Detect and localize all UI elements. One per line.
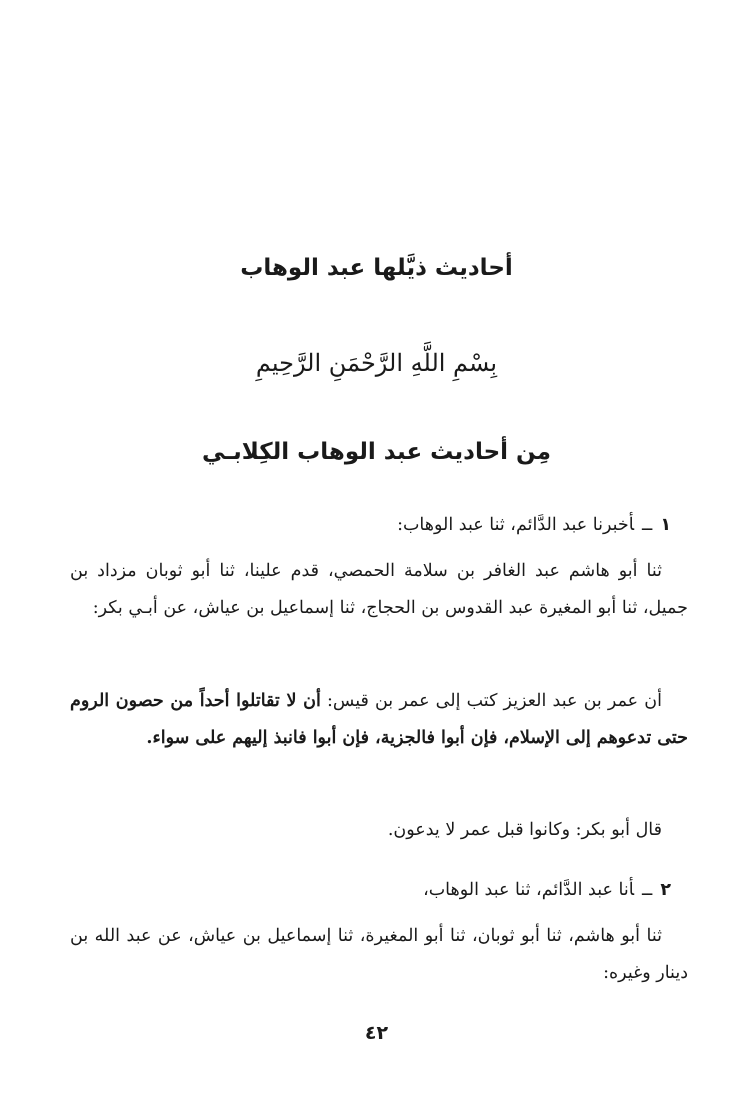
- hadith-1-chain: ثنا أبو هاشم عبد الغافر بن سلامة الحمصي، قدم علينا، ثنا أبو ثوبان مزداد بن جميل، ثنا أبو المغيرة عبد القدوس بن الحجاج، ثنا إسماعيل بن عياش، عن أبـي بكر:: [70, 561, 688, 618]
- hadith-1-heading: أخبرنا عبد الدَّائم، ثنا عبد الوهاب:: [397, 515, 635, 535]
- hadith-2-heading: أنا عبد الدَّائم، ثنا عبد الوهاب،: [423, 880, 635, 900]
- hadith-2-dash: ــ: [642, 880, 653, 900]
- hadith-1-text-quote: أن لا تقاتلوا أحداً من حصون الروم حتى تدعوهم إلى الإسلام، فإن أبوا فالجزية، فإن أبوا فانبذ إليهم على سواء.: [70, 691, 688, 748]
- page-number: ٤٢: [364, 1022, 389, 1044]
- hadith-1-comment: قال أبو بكر: وكانوا قبل عمر لا يدعون.: [387, 820, 662, 840]
- hadith-1-heading-line: [397, 507, 671, 544]
- hadith-2-heading-line: [423, 872, 671, 909]
- hadith-1-text-intro: أن عمر بن عبد العزيز كتب إلى عمر بن قيس:: [326, 691, 662, 711]
- basmala-calligraphy: بِسْمِ اللَّهِ الرَّحْمَنِ الرَّحِيمِ: [255, 349, 498, 377]
- hadith-2-number: ٢: [660, 880, 671, 900]
- hadith-1-dash: ــ: [642, 515, 653, 535]
- hadith-2-chain: ثنا أبو هاشم، ثنا أبو ثوبان، ثنا أبو المغيرة، ثنا إسماعيل بن عياش، عن عبد الله بن دينار وغيره:: [70, 926, 688, 983]
- book-title: أحاديث ذيَّلها عبد الوهاب: [240, 255, 513, 281]
- section-title: مِن أحاديث عبد الوهاب الكِلابـي: [202, 439, 551, 465]
- hadith-1-text: [70, 683, 688, 757]
- hadith-1-number: ١: [660, 515, 671, 535]
